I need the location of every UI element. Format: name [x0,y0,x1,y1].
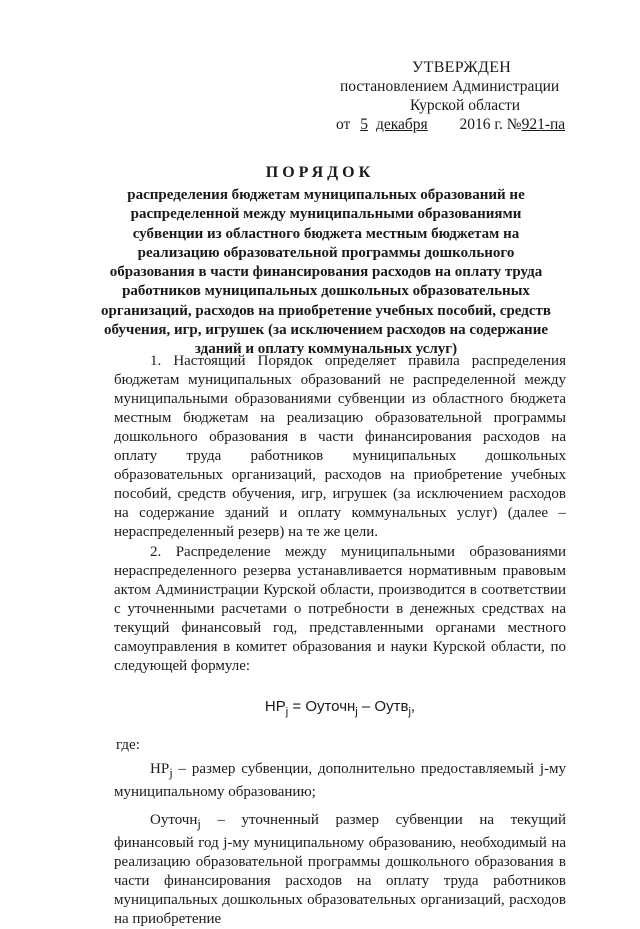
approval-date-line [336,115,596,134]
formula-rhs-sub: j [408,706,411,718]
resolution-number: 921-па [521,116,566,133]
definition-1-sub: j [169,766,173,780]
document-body [114,352,566,929]
paragraph-2: 2. Распределение между муниципальными образованиями нераспределенного резерва устанавливается нормативным правовым актом Администрации Курской области, производится в соответствии с уточненными расчетами о потребности в денежных средствах на текущий финансовый год, представленными органами местного самоуправления в комитет образования и науки Курской области, по следующей формуле: [114,544,566,674]
formula-mid-sub: j [355,706,358,718]
date-day: 5 [360,116,368,133]
where-label: где: [116,737,140,753]
definition-1-text: – размер субвенции, дополнительно предоставляемый j-му муниципальному образованию; [114,761,566,800]
document-title: ПОРЯДОК [265,164,375,181]
definition-2-term: Оуточн [150,812,198,828]
approval-stamp [336,58,596,134]
definition-1-term: НР [150,761,170,777]
formula-lhs: НР [264,698,286,715]
formula-lhs-sub: j [285,706,289,718]
formula-eq: = Оуточн [288,698,356,715]
definition-2-sub: j [197,817,201,831]
formula-minus: – Оутв [357,698,409,715]
date-year: 2016 г. № [459,116,522,133]
formula [114,697,566,722]
approval-line-region: Курской области [410,97,521,114]
date-prefix: от [336,116,351,133]
document-subtitle: распределения бюджетам муниципальных образований не распределенной между муниципальными образованиями субвенции из областного бюджета местным бюджетам на реализацию образовательной программы дошкольного образования в части финансирования расходов на оплату труда работников муниципальных дошкольных образовательных организаций, расходов на приобретение учебных пособий, средств обучения, игр, игрушек (за исключением расходов на содержание зданий и оплату коммунальных услуг) [101,187,551,358]
definition-2-text: – уточненный размер субвенции на текущий финансовый год j-му муниципальному образованию, необходимый на реализацию образовательной программы дошкольного образования в части финансирования расходов на оплату труда работников муниципальных дошкольных образовательных организаций, расходов на приобретение [114,812,566,927]
paragraph-1: 1. Настоящий Порядок определяет правила распределения бюджетам муниципальных образований не распределенной между муниципальными образованиями субвенции из областного бюджета местным бюджетам на реализацию образовательной программы дошкольного образования в части финансирования расходов на оплату труда работников муниципальных дошкольных образовательных организаций, расходов на приобретение учебных пособий, средств обучения, игр, игрушек (за исключением расходов на содержание зданий и оплату коммунальных услуг) (далее – нераспределенный резерв) на те же цели. [114,353,566,540]
date-month: декабря [375,116,428,133]
formula-end: , [410,698,416,715]
definition-1 [114,760,566,802]
definition-2 [114,811,566,929]
approval-title: УТВЕРЖДЕН [412,59,512,76]
approval-line-resolution: постановлением Администрации [340,78,560,95]
